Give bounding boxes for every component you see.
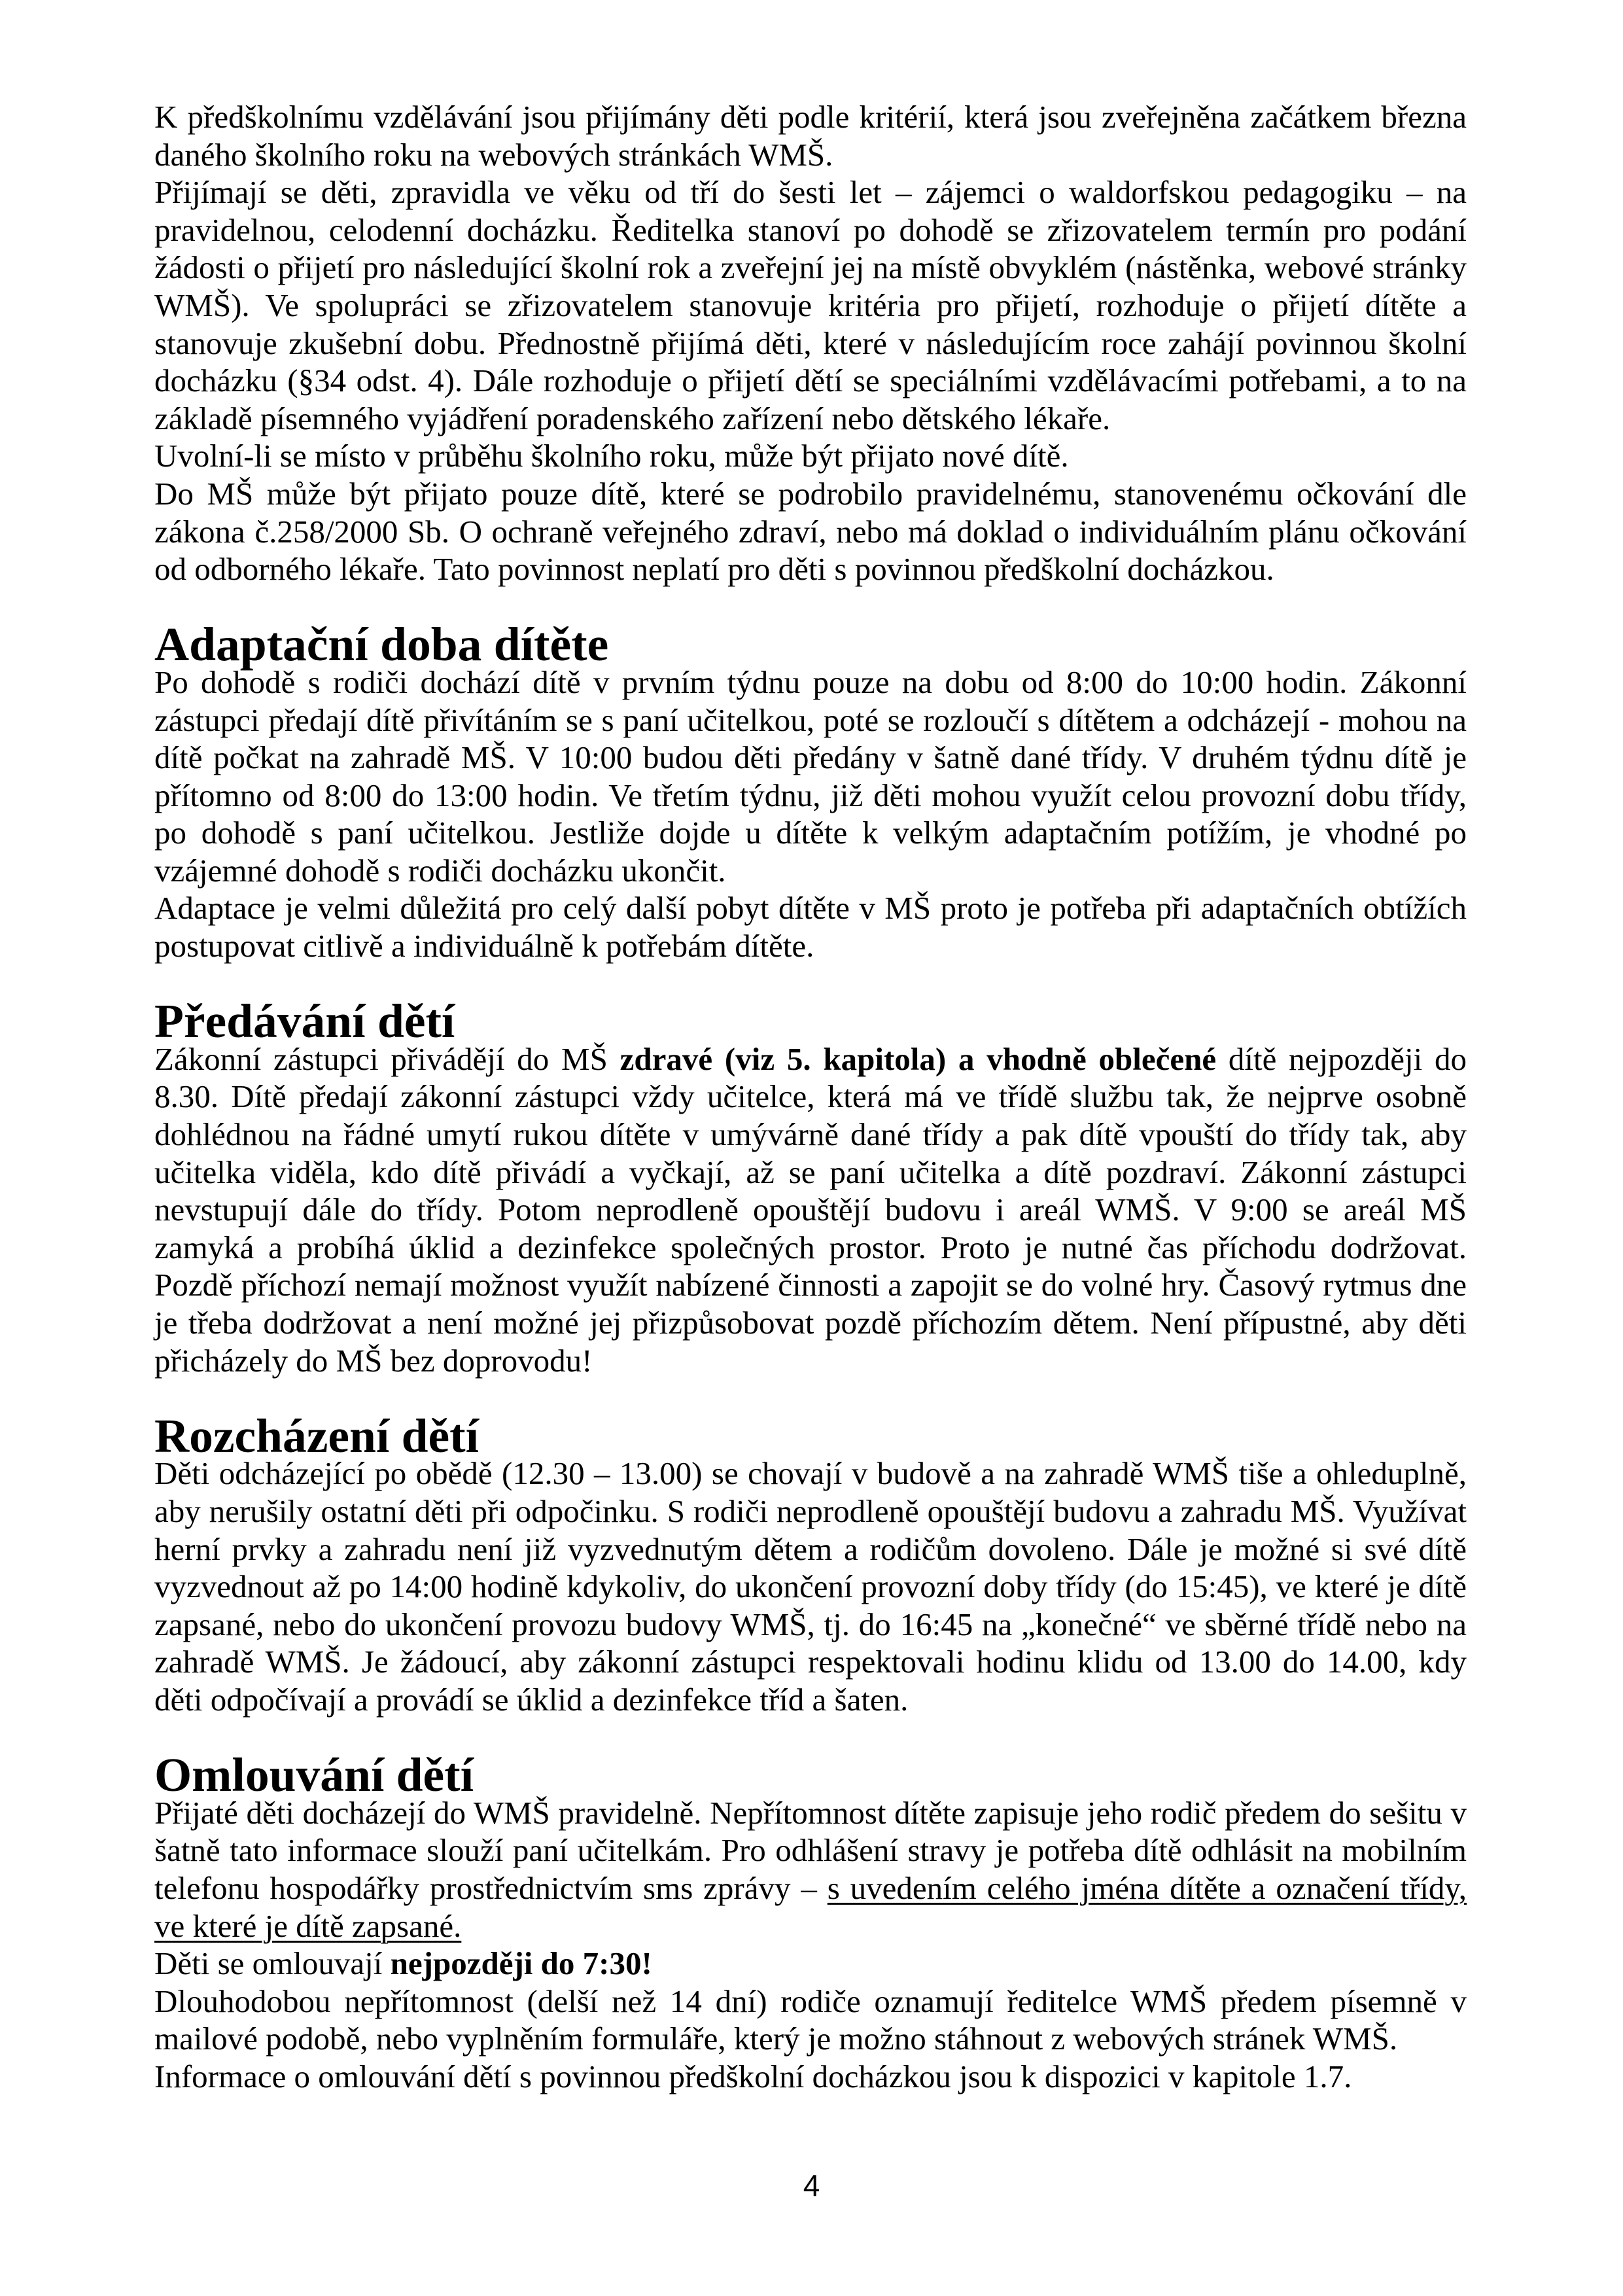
section-adaptation [154,618,1467,964]
bold-text: zdravé (viz 5. kapitola) a vhodně oblečené [620,1040,1217,1077]
text-run: dítě nejpozději do 8.30. Dítě předají zákonní zástupci vždy učitelce, která má ve třídě službu tak, že nejprve osobně dohlédnou na řádné umytí rukou dítěte v umývárně dané třídy a pak dítě vpouští do třídy tak, aby učitelka viděla, kdo dítě přivádí a vyčkají, až se paní učitelka a dítě pozdraví. Zákonní zástupci nevstupují dále do třídy. Potom neprodleně opouštějí budovu i areál WMŠ. V 9:00 se areál MŠ zamyká a probíhá úklid a dezinfekce společných prostor. Proto je nutné čas příchodu dodržovat. Pozdě příchozí nemají možnost využít nabízené činnosti a zapojit se do volné hry. Časový rytmus dne je třeba dodržovat a není možné jej přizpůsobovat pozdě příchozím dětem. Není přípustné, aby děti přicházely do MŠ bez doprovodu! [154,1040,1467,1379]
paragraph: Do MŠ může být přijato pouze dítě, které se podrobilo pravidelnému, stanovenému očkování dle zákona č.258/2000 Sb. O ochraně veřejného zdraví, nebo má doklad o individuálním plánu očkování od odborného lékaře. Tato povinnost neplatí pro děti s povinnou předškolní docházkou. [154,475,1467,588]
text-run: Zákonní zástupci přivádějí do MŠ [154,1040,620,1077]
section-absence [154,1748,1467,2095]
paragraph: Přijímají se děti, zpravidla ve věku od tří do šesti let – zájemci o waldorfskou pedagogiku – na pravidelnou, celodenní docházku. Ředitelka stanoví po dohodě se zřizovatelem termín pro podání žádosti o přijetí pro následující školní rok a zveřejní jej na místě obvyklém (nástěnka, webové stránky WMŠ). Ve spolupráci se zřizovatelem stanovuje kritéria pro přijetí, rozhoduje o přijetí dítěte a stanovuje zkušební dobu. Přednostně přijímá děti, které v následujícím roce zahájí povinnou školní docházku (§34 odst. 4). Dále rozhoduje o přijetí dětí se speciálními vzdělávacími potřebami, a to na základě písemného vyjádření poradenského zařízení nebo dětského lékaře. [154,174,1467,436]
paragraph: Po dohodě s rodiči dochází dítě v prvním týdnu pouze na dobu od 8:00 do 10:00 hodin. Zákonní zástupci předají dítě přivítáním se s paní učitelkou, poté se rozloučí s dítětem a odcházejí - mohou na dítě počkat na zahradě MŠ. V 10:00 budou děti předány v šatně dané třídy. V druhém týdnu dítě je přítomno od 8:00 do 13:00 hodin. Ve třetím týdnu, již děti mohou využít celou provozní dobu třídy, po dohodě s paní učitelkou. Jestliže dojde u dítěte k velkým adaptačním potížím, je vhodné po vzájemné dohodě s rodiči docházku ukončit. [154,663,1467,889]
section-admission [154,98,1467,588]
page-number: 4 [803,2168,820,2202]
text-run: Děti se omlouvají [154,1945,391,1982]
section-heading: Adaptační doba dítěte [154,618,609,671]
section-handover [154,995,1467,1379]
section-pickup [154,1409,1467,1719]
paragraph: Adaptace je velmi důležitá pro celý další pobyt dítěte v MŠ proto je potřeba při adaptačních obtížích postupovat citlivě a individuálně k potřebám dítěte. [154,890,1467,964]
section-heading: Omlouvání dětí [154,1748,474,1802]
paragraph: Informace o omlouvání dětí s povinnou předškolní docházkou jsou k dispozici v kapitole 1.7. [154,2058,1352,2094]
paragraph: Dlouhodobou nepřítomnost (delší než 14 dní) rodiče oznamují ředitelce WMŠ předem písemně v mailové podobě, nebo vyplněním formuláře, který je možno stáhnout z webových stránek WMŠ. [154,1983,1467,2057]
section-heading: Předávání dětí [154,995,455,1048]
text-run: Přijaté děti docházejí do WMŠ pravidelně. Nepřítomnost dítěte zapisuje jeho rodič předem do sešitu v šatně tato informace slouží paní učitelkám. Pro odhlášení stravy je potřeba dítě odhlásit na mobilním telefonu hospodářky prostřednictvím sms zprávy – [154,1794,1467,1906]
paragraph [154,1794,1467,1945]
underlined-text: s uvedením celého jména dítěte a označení třídy, ve které je dítě zapsané. [154,1869,1467,1944]
document-page [154,98,1467,2095]
paragraph [154,1040,1467,1379]
paragraph: K předškolnímu vzdělávání jsou přijímány děti podle kritérií, která jsou zveřejněna začátkem března daného školního roku na webových stránkách WMŠ. [154,99,1467,173]
paragraph [154,1945,1467,1983]
bold-text: nejpozději do 7:30! [390,1945,652,1982]
paragraph: Uvolní-li se místo v průběhu školního roku, může být přijato nové dítě. [154,438,1069,474]
section-heading: Rozcházení dětí [154,1409,480,1462]
paragraph: Děti odcházející po obědě (12.30 – 13.00) se chovají v budově a na zahradě WMŠ tiše a ohleduplně, aby nerušily ostatní děti při odpočinku. S rodiči neprodleně opouštějí budovu a zahradu MŠ. Využívat herní prvky a zahradu není již vyzvednutým dětem a rodičům dovoleno. Dále je možné si své dítě vyzvednout až po 14:00 hodině kdykoliv, do ukončení provozní doby třídy (do 15:45), ve které je dítě zapsané, nebo do ukončení provozu budovy WMŠ, tj. do 16:45 na „konečné“ ve sběrné třídě nebo na zahradě WMŠ. Je žádoucí, aby zákonní zástupci respektovali hodinu klidu od 13.00 do 14.00, kdy děti odpočívají a provádí se úklid a dezinfekce tříd a šaten. [154,1455,1467,1718]
